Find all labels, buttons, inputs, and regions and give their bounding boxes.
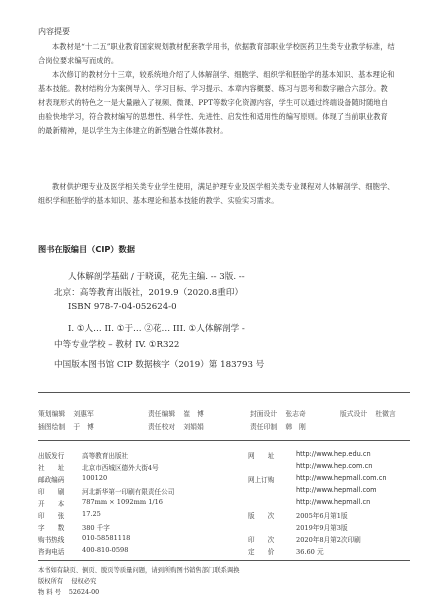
notice-value: 侵权必究 (71, 578, 97, 585)
editor-cover-design (250, 408, 306, 418)
editor-name: 崔 博 (183, 410, 204, 418)
editor-name: 刘娟娟 (183, 423, 204, 431)
editor-planning (38, 408, 94, 418)
editor-printing (250, 421, 306, 431)
editor-name: 于 博 (73, 423, 94, 431)
cip-line-4: I. ①人… II. ①于… ②花… III. ①人体解剖学 - (68, 324, 245, 334)
cip-line-5: 中等专业学校 – 教材 IV. ①R322 (54, 340, 180, 350)
pub-sheets (38, 510, 101, 520)
pub-value: 380 千字 (82, 524, 110, 532)
pub-link[interactable]: http://www.hep.com.cn (296, 462, 373, 470)
editor-label: 版式设计 (340, 410, 368, 418)
pub-price (248, 546, 324, 556)
pub-value: 17.25 (82, 510, 101, 518)
pub-consult-phone (38, 546, 129, 556)
pub-label: 开 本 (38, 500, 65, 508)
pub-word-count (38, 522, 110, 532)
editor-label: 插图绘制 (38, 423, 66, 431)
editor-label: 策划编辑 (38, 410, 66, 418)
pub-label: 购书热线 (38, 536, 65, 544)
pub-value: 北京市西城区德外大街4号 (82, 464, 159, 472)
cip-title: 图书在版编目（CIP）数据 (38, 244, 135, 254)
copyright-notice (38, 576, 96, 585)
summary-paragraph-1: 本教材是“十二五”职业教育国家规划教材配套教学用书，依据教育部职业学校医药卫生类专业教学标准，结合岗位要求编写而成的。 (38, 42, 395, 65)
editor-layout-design (340, 408, 396, 418)
pub-label: 定 价 (248, 548, 275, 556)
editor-name: 刘惠军 (73, 410, 94, 418)
pub-label: 字 数 (38, 524, 65, 532)
pub-value: 100120 (82, 474, 108, 482)
pub-printing (248, 534, 361, 544)
divider-top (38, 392, 410, 393)
quality-notice: 本书如有缺页、倒页、脱页等质量问题，请到所购图书销售部门联系调换 (38, 567, 240, 574)
editor-name: 韩 刚 (285, 423, 306, 431)
pub-label: 印 张 (38, 512, 65, 520)
pub-postcode (38, 474, 108, 484)
notice-label: 版权所有 (38, 578, 64, 585)
pub-value: 2005年6月第1版 (296, 512, 348, 520)
pub-link[interactable]: http://www.hepmall.cn (296, 498, 371, 506)
pub-link[interactable]: http://www.hepmall.com.cn (296, 474, 387, 482)
pub-edition (248, 510, 348, 520)
summary-paragraph-2: 本次修订的教材分十三章，较系统地介绍了人体解剖学、细胞学、组织学和胚胎学的基本知识、基本理论和基本技能。教材结构分为案例导入、学习目标、学习提示、本章内容概要、练习与思考和数字融合六部分。教材表现形式的特色之一是大量融入了视频、微课、PPT等数字化资源内容，学生可以通过终端设备随时随地自由验快地学习，符合教材编写的思想性、科学性、先进性、启发性和适用性的编写原则。体现了当前职业教育的最新精神，是以学生为主体建立的新型融合性媒体教材。 (38, 70, 395, 135)
pub-label: 网上订购 (248, 476, 275, 484)
cip-isbn: ISBN 978-7-04-052624-0 (68, 302, 177, 312)
notice-value: 52624-00 (68, 589, 100, 596)
pub-online-order (248, 474, 387, 484)
divider-middle (38, 440, 410, 441)
pub-label: 出版发行 (38, 452, 65, 460)
pub-value: 河北新华第一印刷有限责任公司 (82, 488, 175, 496)
notice-label: 物 料 号 (38, 589, 61, 596)
pub-value: 36.60 元 (296, 548, 324, 556)
pub-value: 高等教育出版社 (82, 452, 129, 460)
pub-link[interactable]: http://www.hepmall.com (296, 486, 377, 494)
editor-label: 责任编辑 (148, 410, 176, 418)
editor-label: 责任印制 (250, 423, 278, 431)
pub-label: 网 址 (248, 452, 275, 460)
material-number (38, 587, 99, 596)
pub-value: 010-58581118 (82, 534, 131, 542)
cip-line-2: 北京：高等教育出版社，2019.9（2020.8重印） (54, 288, 244, 298)
editor-proofreading (148, 421, 204, 431)
pub-format (38, 498, 163, 508)
pub-website (248, 450, 371, 460)
pub-order-hotline (38, 534, 131, 544)
summary-paragraph-3: 教材供护理专业及医学相关类专业学生使用，满足护理专业及医学相关类专业课程对人体解剖学、细胞学、组织学和胚胎学的基本知识、基本理论和基本技能的教学、实验实习需求。 (38, 182, 395, 205)
pub-value: 787mm × 1092mm 1/16 (82, 498, 163, 506)
editor-illustration (38, 421, 94, 431)
editor-responsible (148, 408, 204, 418)
pub-address (38, 462, 159, 472)
pub-value: 2019年9月第3版 (296, 524, 348, 532)
pub-value: 2020年8月第2次印刷 (296, 536, 361, 544)
pub-label: 邮政编码 (38, 476, 65, 484)
divider-bottom (38, 560, 410, 561)
pub-label: 社 址 (38, 464, 65, 472)
pub-label: 咨询电话 (38, 548, 65, 556)
pub-link[interactable]: http://www.hep.edu.cn (296, 450, 371, 458)
pub-label: 印 次 (248, 536, 275, 544)
pub-label: 版 次 (248, 512, 275, 520)
editor-label: 责任校对 (148, 423, 176, 431)
editor-name: 杜微言 (375, 410, 396, 418)
cip-data-number: 中国版本图书馆 CIP 数据核字（2019）第 183793 号 (54, 360, 265, 370)
pub-label: 印 刷 (38, 488, 65, 496)
editor-label: 封面设计 (250, 410, 278, 418)
editor-name: 张志奇 (285, 410, 306, 418)
summary-title: 内容提要 (38, 27, 70, 36)
pub-printer (38, 486, 175, 496)
pub-publisher (38, 450, 129, 460)
cip-line-1: 人体解剖学基础 / 于晓谟，花先主编. -- 3版. -- (68, 272, 245, 282)
pub-value: 400-810-0598 (82, 546, 129, 554)
